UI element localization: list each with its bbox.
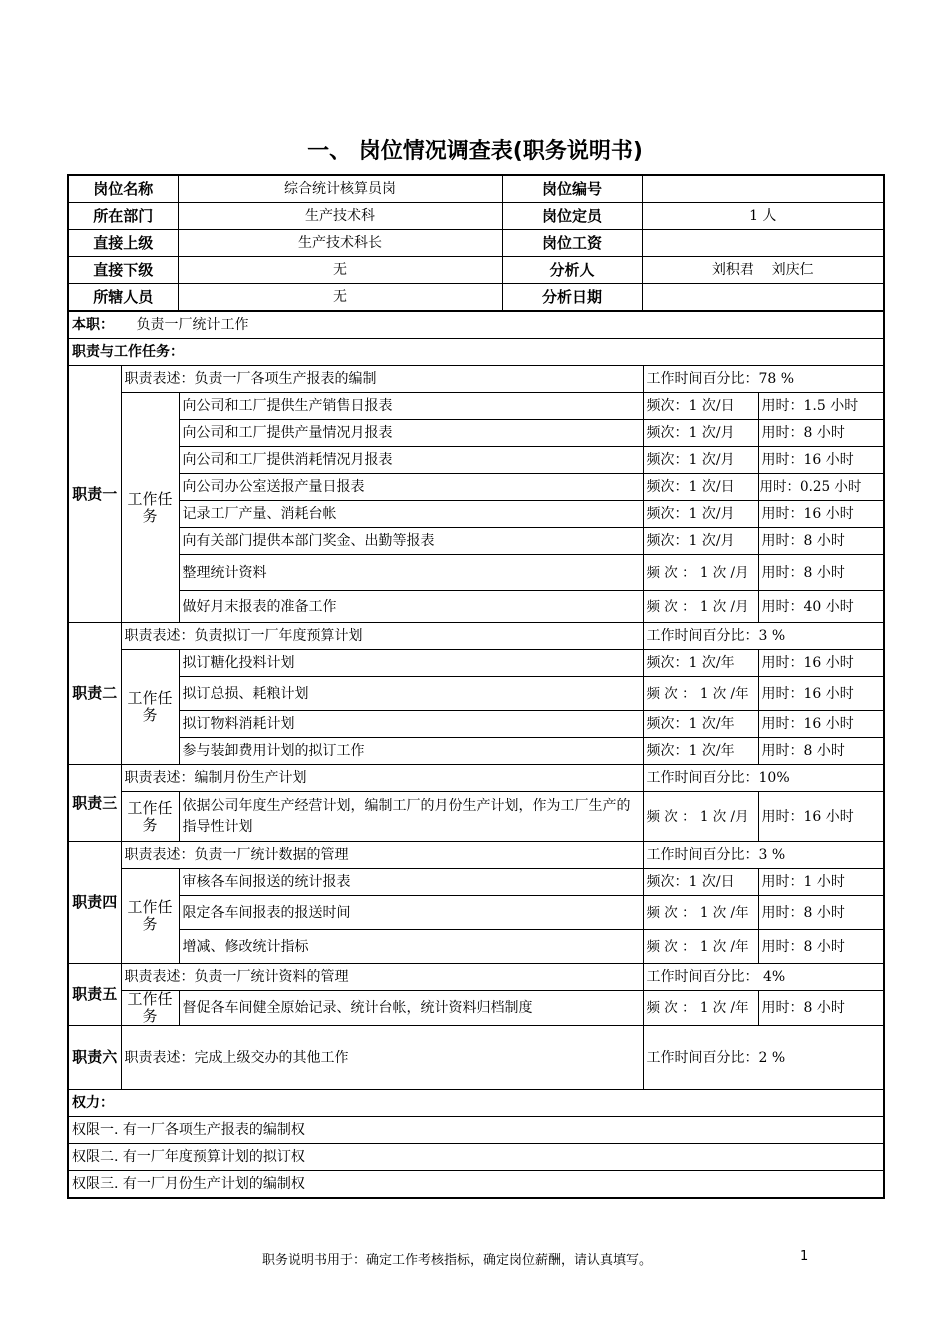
authority-item: 权限一. 有一厂各项生产报表的编制权 [68, 1117, 884, 1144]
value-quota: 1 人 [642, 203, 884, 230]
label-superior: 直接上级 [68, 230, 178, 257]
task-frequency: 频 次 ： 1 次 /月 [643, 591, 758, 623]
task-item: 增减、修改统计指标 [179, 930, 643, 964]
task-frequency: 频 次 ： 1 次 /年 [643, 930, 758, 964]
task-frequency: 频 次 ： 1 次 /年 [643, 677, 758, 711]
value-salary [642, 230, 884, 257]
task-duration: 用时：8 小时 [758, 420, 884, 447]
task-item: 向公司办公室送报产量日报表 [179, 474, 643, 501]
duty-title: 职责三 [68, 765, 121, 842]
task-label: 工作任务 [121, 869, 179, 964]
value-department: 生产技术科 [178, 203, 502, 230]
main-duty-text: 负责一厂统计工作 [136, 317, 249, 333]
duty-time-percentage: 工作时间百分比：78 % [643, 366, 884, 393]
label-subordinate: 直接下级 [68, 257, 178, 284]
task-item: 审核各车间报送的统计报表 [179, 869, 643, 896]
task-label: 工作任务 [121, 393, 179, 623]
task-item: 拟订物料消耗计划 [179, 711, 643, 738]
task-duration: 用时：8 小时 [758, 528, 884, 555]
task-frequency: 频次：1 次/日 [643, 869, 758, 896]
authority-section-header: 权力： [68, 1090, 884, 1117]
duty-time-percentage: 工作时间百分比：10% [643, 765, 884, 792]
task-duration: 用时：0.25 小时 [758, 474, 884, 501]
task-item: 限定各车间报表的报送时间 [179, 896, 643, 930]
task-item: 记录工厂产量、消耗台帐 [179, 501, 643, 528]
task-item: 督促各车间健全原始记录、统计台帐，统计资料归档制度 [179, 991, 643, 1026]
task-frequency: 频次：1 次/日 [643, 474, 758, 501]
task-frequency: 频次：1 次/日 [643, 393, 758, 420]
task-duration: 用时：8 小时 [758, 896, 884, 930]
task-frequency: 频次：1 次/年 [643, 711, 758, 738]
duty-title: 职责一 [68, 366, 121, 623]
task-frequency: 频次：1 次/年 [643, 650, 758, 677]
duties-table [67, 310, 885, 1199]
task-item: 向有关部门提供本部门奖金、出勤等报表 [179, 528, 643, 555]
label-analysis-date: 分析日期 [502, 284, 642, 312]
label-analyst: 分析人 [502, 257, 642, 284]
task-frequency: 频次：1 次/月 [643, 501, 758, 528]
task-label: 工作任务 [121, 792, 179, 842]
value-staff: 无 [178, 284, 502, 312]
task-duration: 用时：40 小时 [758, 591, 884, 623]
task-item: 参与装卸费用计划的拟订工作 [179, 738, 643, 765]
task-item: 向公司和工厂提供产量情况月报表 [179, 420, 643, 447]
task-duration: 用时：16 小时 [758, 711, 884, 738]
job-description-form [67, 174, 883, 1199]
duty-title: 职责五 [68, 964, 121, 1026]
label-department: 所在部门 [68, 203, 178, 230]
duty-title: 职责二 [68, 623, 121, 765]
task-duration: 用时：16 小时 [758, 447, 884, 474]
task-duration: 用时：8 小时 [758, 930, 884, 964]
page-title: 一、 岗位情况调查表(职务说明书) [307, 139, 643, 164]
task-item: 向公司和工厂提供生产销售日报表 [179, 393, 643, 420]
task-item: 拟订糖化投料计划 [179, 650, 643, 677]
duty-description: 职责表述：负责一厂统计数据的管理 [121, 842, 643, 869]
task-frequency: 频次：1 次/月 [643, 528, 758, 555]
authority-item: 权限二. 有一厂年度预算计划的拟订权 [68, 1144, 884, 1171]
value-position-code [642, 175, 884, 203]
duty-title: 职责四 [68, 842, 121, 964]
duty-description: 职责表述：完成上级交办的其他工作 [121, 1026, 643, 1090]
task-frequency: 频 次 ： 1 次 /月 [643, 555, 758, 591]
task-duration: 用时：1 小时 [758, 869, 884, 896]
task-frequency: 频 次 ： 1 次 /年 [643, 991, 758, 1026]
duty-time-percentage: 工作时间百分比：3 % [643, 623, 884, 650]
label-staff: 所辖人员 [68, 284, 178, 312]
value-subordinate: 无 [178, 257, 502, 284]
task-duration: 用时：16 小时 [758, 501, 884, 528]
task-frequency: 频次：1 次/月 [643, 447, 758, 474]
task-frequency: 频 次 ： 1 次 /年 [643, 896, 758, 930]
label-quota: 岗位定员 [502, 203, 642, 230]
task-duration: 用时：16 小时 [758, 650, 884, 677]
footer-note: 职务说明书用于：确定工作考核指标，确定岗位薪酬，请认真填写。 [262, 1253, 653, 1268]
duty-time-percentage: 工作时间百分比：2 % [643, 1026, 884, 1090]
task-frequency: 频 次 ： 1 次 /月 [643, 792, 758, 842]
duties-section-header: 职责与工作任务： [68, 339, 884, 366]
value-superior: 生产技术科长 [178, 230, 502, 257]
label-position-name: 岗位名称 [68, 175, 178, 203]
task-duration: 用时：8 小时 [758, 555, 884, 591]
value-analysis-date [642, 284, 884, 312]
task-item: 拟订总损、耗粮计划 [179, 677, 643, 711]
task-duration: 用时：1.5 小时 [758, 393, 884, 420]
task-item: 依据公司年度生产经营计划，编制工厂的月份生产计划，作为工厂生产的指导性计划 [179, 792, 643, 842]
authority-item: 权限三. 有一厂月份生产计划的编制权 [68, 1171, 884, 1199]
label-salary: 岗位工资 [502, 230, 642, 257]
task-frequency: 频次：1 次/月 [643, 420, 758, 447]
task-duration: 用时：16 小时 [758, 677, 884, 711]
duty-time-percentage: 工作时间百分比：3 % [643, 842, 884, 869]
task-duration: 用时：16 小时 [758, 792, 884, 842]
page-number: 1 [800, 1249, 809, 1264]
value-analyst: 刘积君 刘庆仁 [642, 257, 884, 284]
duty-title: 职责六 [68, 1026, 121, 1090]
duty-description: 职责表述：负责一厂统计资料的管理 [121, 964, 643, 991]
duty-time-percentage: 工作时间百分比： 4% [643, 964, 884, 991]
basic-info-table [67, 174, 885, 312]
main-duty-row [68, 311, 884, 339]
task-item: 做好月末报表的准备工作 [179, 591, 643, 623]
task-label: 工作任务 [121, 650, 179, 765]
task-frequency: 频次：1 次/年 [643, 738, 758, 765]
main-duty-label: 本职： [72, 317, 114, 333]
task-duration: 用时：8 小时 [758, 738, 884, 765]
task-label: 工作任务 [121, 991, 179, 1026]
value-position-name: 综合统计核算员岗 [178, 175, 502, 203]
duty-description: 职责表述：负责拟订一厂年度预算计划 [121, 623, 643, 650]
task-duration: 用时：8 小时 [758, 991, 884, 1026]
task-item: 向公司和工厂提供消耗情况月报表 [179, 447, 643, 474]
duty-description: 职责表述：编制月份生产计划 [121, 765, 643, 792]
label-position-code: 岗位编号 [502, 175, 642, 203]
task-item: 整理统计资料 [179, 555, 643, 591]
duty-description: 职责表述：负责一厂各项生产报表的编制 [121, 366, 643, 393]
